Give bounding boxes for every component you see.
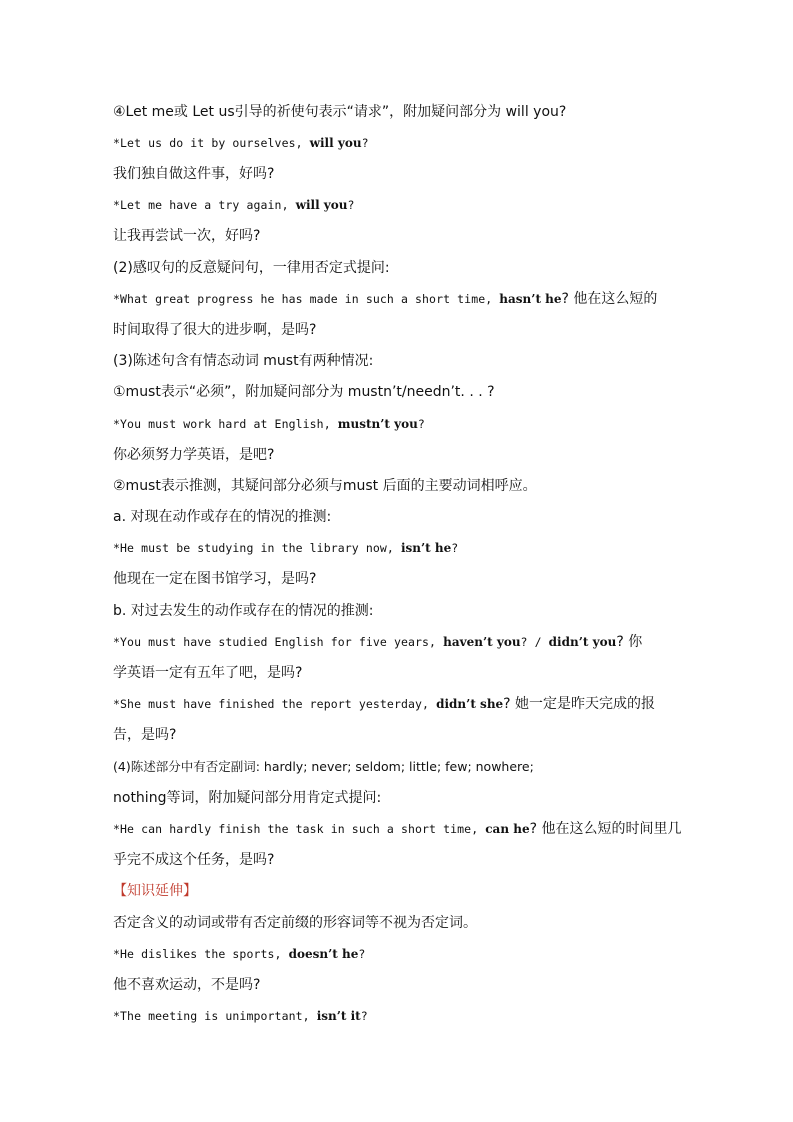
line-text: 他现在一定在图书馆学习，是吗? xyxy=(113,571,317,587)
example-sentence: *He must be studying in the library now, xyxy=(113,541,401,555)
translation-inline: ? 他在这么短的 xyxy=(561,291,658,307)
line-text: 我们独自做这件事，好吗? xyxy=(113,166,275,182)
question-mark: ? xyxy=(451,541,459,555)
rule-line xyxy=(113,474,693,498)
sub-heading xyxy=(113,599,693,623)
line-text: 否定含义的动词或带有否定前缀的形容词等不视为否定词。 xyxy=(113,915,477,931)
rule-line xyxy=(113,380,693,404)
line-text: 你必须努力学英语，是吧? xyxy=(113,447,275,463)
translation-inline: ? 她一定是昨天完成的报 xyxy=(503,696,656,712)
tag-question: isn’t it xyxy=(316,1009,361,1023)
example-line xyxy=(113,193,693,217)
line-text: 【知识延伸】 xyxy=(113,883,197,899)
example-sentence: *What great progress he has made in such a short time, xyxy=(113,292,500,306)
text-line xyxy=(113,100,693,124)
translation-line xyxy=(113,973,693,997)
translation-line xyxy=(113,848,693,872)
example-sentence: *Let me have a try again, xyxy=(113,198,296,212)
translation-line xyxy=(113,162,693,186)
line-text: (4)陈述部分中有否定副词: hardly; never; seldom; little; few; nowhere; xyxy=(113,759,534,774)
question-mark: ? xyxy=(360,1009,368,1023)
question-mark: ? xyxy=(347,198,355,212)
example-line xyxy=(113,942,693,966)
line-text: 时间取得了很大的进步啊，是吗? xyxy=(113,322,317,338)
tag-question: doesn’t he xyxy=(288,947,359,961)
line-text: ④Let me或 Let us引导的祈使句表示“请求”，附加疑问部分为 will you? xyxy=(113,104,567,120)
translation-line xyxy=(113,661,693,685)
example-line xyxy=(113,536,693,560)
translation-line xyxy=(113,723,693,747)
tag-question: can he xyxy=(485,822,530,836)
line-text: 乎完不成这个任务，是吗? xyxy=(113,852,275,868)
question-mark: ? xyxy=(417,417,425,431)
translation-line xyxy=(113,318,693,342)
line-text: 让我再尝试一次，好吗? xyxy=(113,228,261,244)
example-sentence: *You must work hard at English, xyxy=(113,417,338,431)
example-sentence: *He dislikes the sports, xyxy=(113,947,289,961)
example-sentence: *Let us do it by ourselves, xyxy=(113,136,310,150)
tag-question: isn’t he xyxy=(400,541,452,555)
line-text: a. 对现在动作或存在的情况的推测: xyxy=(113,509,332,525)
section-heading xyxy=(113,349,693,373)
tag-question-alt: didn’t you xyxy=(548,635,617,649)
translation-line xyxy=(113,443,693,467)
tag-question: mustn’t you xyxy=(337,417,418,431)
example-line xyxy=(113,131,693,155)
example-line xyxy=(113,1004,693,1028)
translation-inline: ? 他在这么短的时间里几 xyxy=(529,821,682,837)
translation-inline: ? 你 xyxy=(616,634,643,650)
separator: ? / xyxy=(520,635,549,649)
line-text: nothing等词，附加疑问部分用肯定式提问: xyxy=(113,790,382,806)
line-text: 学英语一定有五年了吧，是吗? xyxy=(113,665,303,681)
example-sentence: *He can hardly finish the task in such a short time, xyxy=(113,822,486,836)
line-text: (2)感叹句的反意疑问句，一律用否定式提问: xyxy=(113,260,390,276)
section-heading-cont xyxy=(113,786,693,810)
example-line xyxy=(113,630,693,654)
line-text: ①must表示“必须”，附加疑问部分为 mustn’t/needn’t. . . ? xyxy=(113,384,495,400)
rule-line xyxy=(113,911,693,935)
section-heading xyxy=(113,755,693,779)
tag-question: hasn’t he xyxy=(499,292,562,306)
example-line xyxy=(113,817,693,841)
example-line xyxy=(113,287,693,311)
line-text: 他不喜欢运动，不是吗? xyxy=(113,977,261,993)
tag-question: haven’t you xyxy=(443,635,521,649)
question-mark: ? xyxy=(358,947,366,961)
example-sentence: *She must have finished the report yesterday, xyxy=(113,697,437,711)
translation-line xyxy=(113,224,693,248)
example-line xyxy=(113,412,693,436)
line-text: ②must表示推测，其疑问部分必须与must 后面的主要动词相呼应。 xyxy=(113,478,537,494)
knowledge-extension-heading xyxy=(113,879,693,903)
question-mark: ? xyxy=(361,136,369,150)
sub-heading xyxy=(113,505,693,529)
translation-line xyxy=(113,567,693,591)
example-sentence: *The meeting is unimportant, xyxy=(113,1009,317,1023)
tag-question: will you xyxy=(295,198,348,212)
section-heading xyxy=(113,256,693,280)
line-text: b. 对过去发生的动作或存在的情况的推测: xyxy=(113,603,374,619)
example-sentence: *You must have studied English for five years, xyxy=(113,635,444,649)
example-line xyxy=(113,692,693,716)
line-text: 告，是吗? xyxy=(113,727,177,743)
tag-question: will you xyxy=(309,136,362,150)
tag-question: didn’t she xyxy=(436,697,504,711)
line-text: (3)陈述句含有情态动词 must有两种情况: xyxy=(113,353,374,369)
